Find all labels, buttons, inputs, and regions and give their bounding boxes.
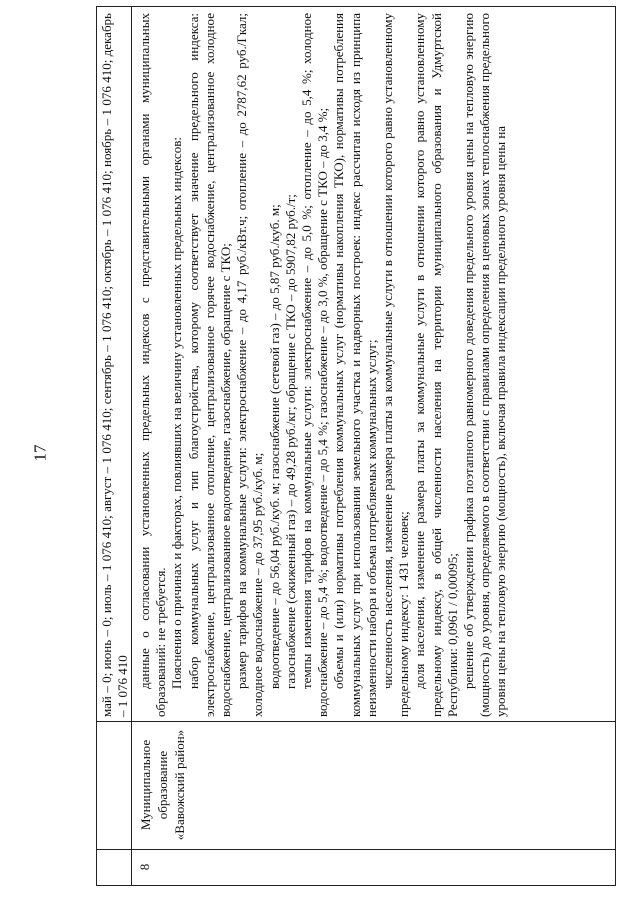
row-number: 8 (137, 863, 152, 871)
paragraph-explanations-heading: Пояснения о причинах и факторах, повлиявших на величину установленных предельных индексов: (169, 137, 185, 689)
row-divider (131, 7, 132, 885)
paragraph-tariffs: размер тарифов на коммунальные услуги: электроснабжение – до 4,17 руб./кВт.ч; отопление – до 2787,62 руб./Гкал; холодное водоснабжение – до 37,95 руб./куб. м; (234, 13, 266, 717)
paragraph-population-share: доля населения, изменение размера платы за коммунальные услуги в отношении которого равно установленному предельному индексу, в общей численности населения на территории муниципального образования и Удмуртской Республики: 0,0961 / 0,00095; (412, 13, 460, 717)
rotated-page-area (96, 6, 616, 886)
municipality-name-line: Муниципальное (138, 739, 153, 831)
paragraph-tariffs-cont-2: газоснабжение (сжиженный газ) – до 49,28 руб./кг; обращение с ТКО – до 5907,82 руб./т; (282, 194, 298, 689)
row-content (137, 13, 510, 717)
paragraph-consumption-volumes: объемы и (или) нормативы потребления коммунальных услуг (нормативы накопления ТКО), нормативы потребления коммунальных услуг при использовании земельного участка и надворных построек: индекс рассчитан исходя из принципа неизменности набора и объема потребляемых коммунальных услуг; (331, 13, 379, 717)
continuation-text: май – 0; июнь – 0; июль – 1 076 410; август – 1 076 410; сентябрь – 1 076 410; октябрь – 1 076 410; ноябрь – 1 076 410; декабрь – 1 076 410 (99, 13, 130, 717)
paragraph-service-set: набор коммунальных услуг и тип благоустройства, которому соответствует значение предельного индекса: электроснабжение, централизованное отопление, централизованное горячее водоснабжение, централизованное холодное водоснабжение, централизованное водоотведение, газоснабжение, обращение с ТКО; (185, 13, 234, 717)
number-column (97, 849, 615, 885)
paragraph-heat-price-schedule: решение об утверждении графика поэтапного равномерного доведения предельного уровня цены на тепловую энергию (мощность) до уровня, определяемого в соответствии с правилами определения в ценовых зонах теплоснабжения предельного уровня цены на тепловую энергию (мощность), включая правила индексации предельного уровня цены на (461, 13, 509, 717)
page-number-text: 17 (30, 444, 49, 462)
municipality-name (137, 721, 188, 849)
paragraph-population: численность населения, изменение размера платы за коммунальные услуги в отношении которого равно установленному предельному индексу: 1 431 человек; (380, 13, 412, 717)
paragraph-tariffs-cont-1: водоотведение – до 56,04 руб./куб. м; газоснабжение (сетевой газ) – до 5,87 руб./куб. м; (266, 204, 282, 689)
data-table (96, 6, 616, 886)
paragraph-approval: данные о согласовании установленных предельных индексов с представительными органами муниципальных образований: не требуется. (137, 13, 169, 717)
municipality-name-line: «Вавожский район» (172, 729, 187, 841)
paragraph-tariff-growth: темпы изменения тарифов на коммунальные услуги: электроснабжение – до 5,0 %; отопление – до 5,4 %; холодное водоснабжение – до 5,4 %; водоотведение – до 5,4 %; газоснабжение – до 3,0 %, обращение с ТКО – до 3,4 %; (299, 13, 331, 717)
page-number (30, 438, 50, 468)
municipality-name-line: образование (155, 750, 170, 820)
